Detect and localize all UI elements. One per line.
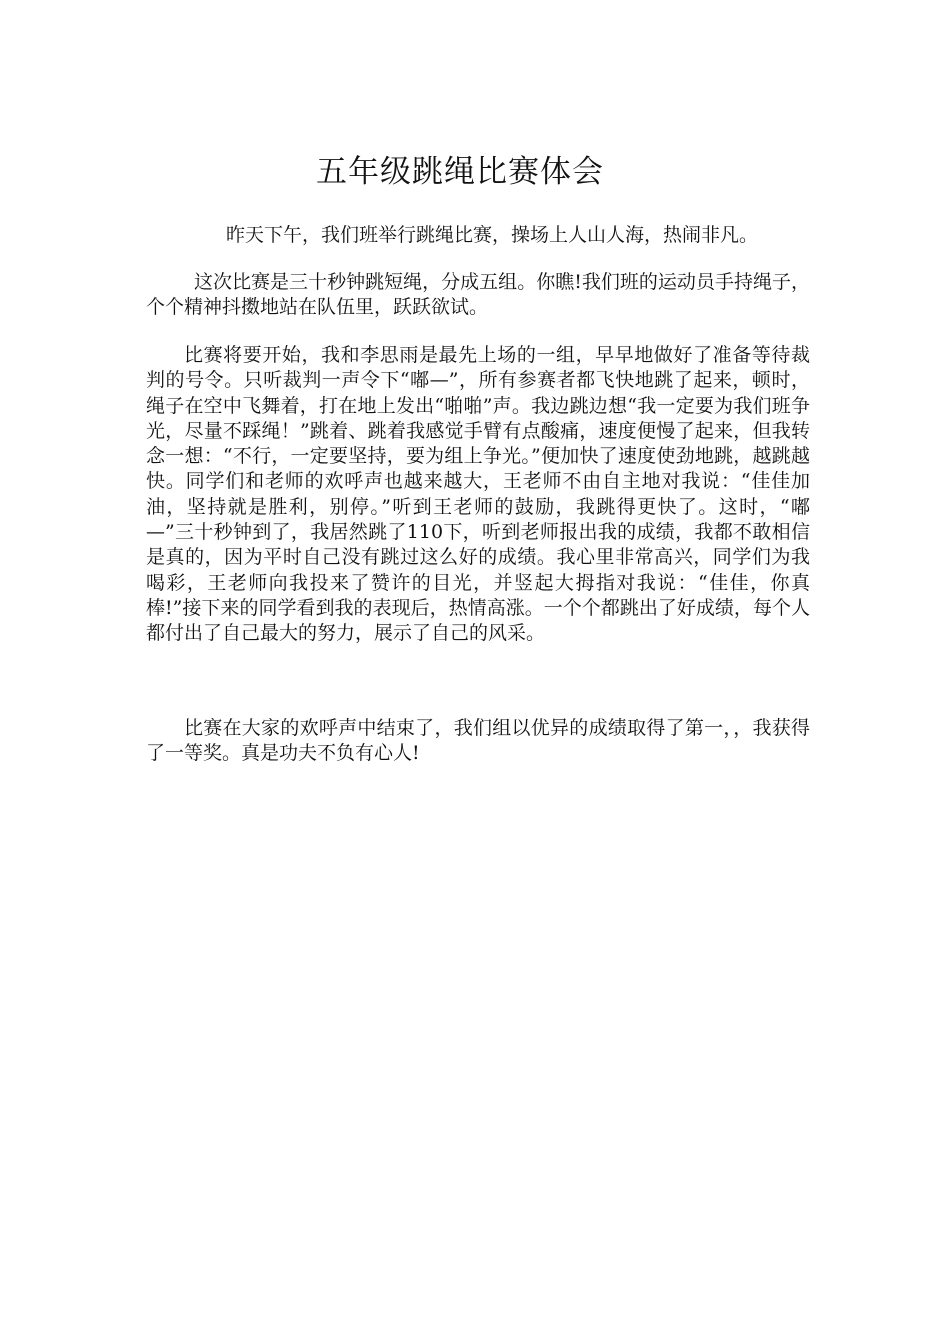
- paragraph-2: 这次比赛是三十秒钟跳短绳，分成五组。你瞧!我们班的运动员手持绳子，个个精神抖擞地站在队伍里，跃跃欲试。: [146, 271, 810, 319]
- paragraph-1: 昨天下午，我们班举行跳绳比赛，操场上人山人海，热闹非凡。: [226, 224, 759, 246]
- paragraph-3: 比赛将要开始，我和李思雨是最先上场的一组，早早地做好了准备等待裁判的号令。只听裁判一声令下“嘟—”，所有参赛者都飞快地跳了起来，顿时，绳子在空中飞舞着，打在地上发出“啪啪”声。我边跳边想“我一定要为我们班争光，尽量不踩绳！”跳着、跳着我感觉手臂有点酸痛，速度便慢了起来，但我转念一想：“不行，一定要坚持，要为组上争光。”便加快了速度使劲地跳，越跳越快。同学们和老师的欢呼声也越来越大，王老师不由自主地对我说：“佳佳加油，坚持就是胜利，别停。”听到王老师的鼓励，我跳得更快了。这时，“嘟—”三十秒钟到了，我居然跳了110下，听到老师报出我的成绩，我都不敢相信是真的，因为平时自己没有跳过这么好的成绩。我心里非常高兴，同学们为我喝彩，王老师向我投来了赞许的目光，并竖起大拇指对我说：“佳佳，你真棒!”接下来的同学看到我的表现后，热情高涨。一个个都跳出了好成绩，每个人都付出了自己最大的努力，展示了自己的风采。: [146, 344, 810, 645]
- paragraph-4: 比赛在大家的欢呼声中结束了，我们组以优异的成绩取得了第一，，我获得了一等奖。真是功夫不负有心人!: [146, 717, 810, 765]
- document-title: 五年级跳绳比赛体会: [316, 154, 604, 190]
